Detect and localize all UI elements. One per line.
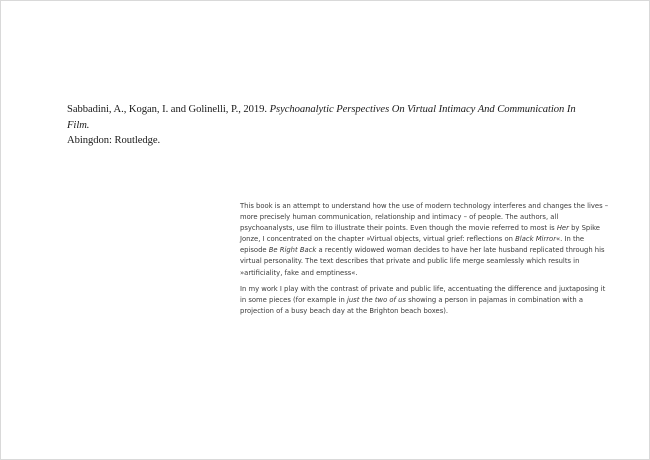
citation-publisher: Abingdon: Routledge. [67, 135, 161, 146]
text-span: by Spike Jonze, I concentrated on the chapter »Virtual objects, virtual grief: reflections on [240, 224, 600, 244]
work-title-just-the-two-of-us: just the two of us [346, 295, 406, 304]
text-span: In my work I play with the contrast of private and public life, accentuating the difference and juxtaposing it in some pieces (for example in [240, 284, 606, 304]
text-span: This book is an attempt to understand how the use of modern technology interferes and changes the lives – more precisely human communication, relationship and intimacy – of people. The authors, all psychoanalysts, use film to illustrate their points. Even though the movie referred to most is [240, 202, 609, 233]
series-title-black-mirror: Black Mirror [515, 235, 556, 244]
citation-authors-year: Sabbadini, A., Kogan, I. and Golinelli, P., 2019. [67, 104, 270, 115]
film-title-her: Her [556, 224, 569, 233]
paragraph-summary [240, 201, 612, 279]
paragraph-reflection [240, 284, 612, 317]
commentary-text [240, 201, 612, 322]
episode-title-be-right-back: Be Right Back [268, 246, 317, 255]
citation-title: Psychoanalytic Perspectives On Virtual Intimacy And Communication In Film. [67, 104, 576, 131]
text-span: a recently widowed woman decides to have her late husband replicated through his virtual personality. The text describes that private and public life merge seamlessly which results in »artificiality, fake and emptiness«. [240, 246, 605, 277]
text-span: showing a person in pajamas in combination with a projection of a busy beach day at the Brighton beach boxes). [240, 295, 583, 315]
text-span: «. In the episode [240, 235, 585, 255]
bibliography-citation [67, 102, 587, 149]
